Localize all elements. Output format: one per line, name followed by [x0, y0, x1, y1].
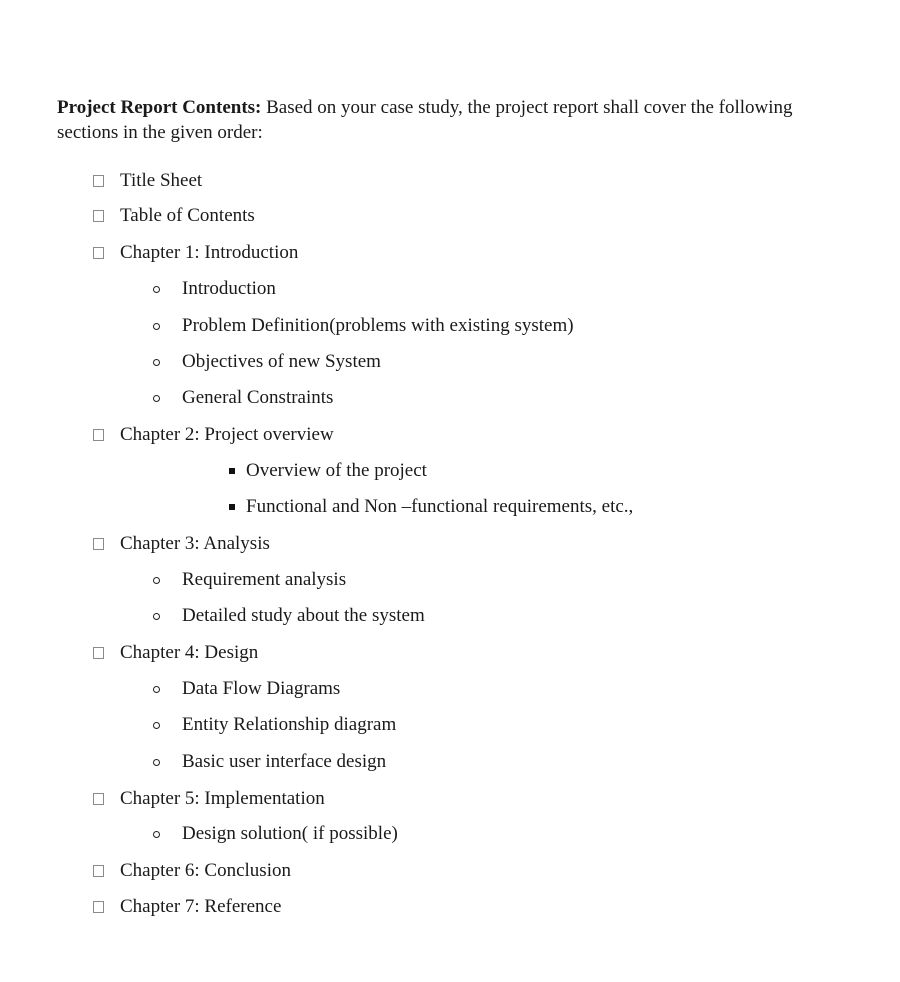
circle-bullet-icon: [153, 395, 160, 402]
circle-bullet-icon: [153, 577, 160, 584]
list-item-label: Chapter 6: Conclusion: [120, 860, 291, 881]
list-item: [0, 423, 900, 447]
checkbox-bullet-icon: [93, 865, 104, 877]
circle-bullet-icon: [153, 759, 160, 766]
list-item-label: Chapter 4: Design: [120, 642, 259, 663]
list-item-label: Table of Contents: [120, 205, 255, 226]
list-item-label: Chapter 7: Reference: [120, 896, 282, 917]
list-item-label: Requirement analysis: [182, 569, 347, 590]
circle-bullet-icon: [153, 686, 160, 693]
list-item-label: Data Flow Diagrams: [182, 678, 341, 699]
circle-bullet-icon: [153, 286, 160, 293]
list-item-label: General Constraints: [182, 387, 334, 408]
checkbox-bullet-icon: [93, 538, 104, 550]
list-item: [0, 750, 900, 774]
square-bullet-icon: [229, 468, 235, 474]
intro-lead: Project Report Contents:: [57, 97, 262, 118]
list-item: [0, 314, 900, 338]
list-item-label: Introduction: [182, 278, 276, 299]
list-item: [0, 241, 900, 265]
circle-bullet-icon: [153, 722, 160, 729]
list-item: [0, 677, 900, 701]
list-item: [0, 169, 900, 193]
checkbox-bullet-icon: [93, 247, 104, 259]
list-item: [0, 204, 900, 228]
list-item-label: Entity Relationship diagram: [182, 714, 397, 735]
circle-bullet-icon: [153, 831, 160, 838]
checkbox-bullet-icon: [93, 901, 104, 913]
list-item-label: Chapter 3: Analysis: [120, 533, 270, 554]
list-item: [0, 459, 900, 483]
intro-paragraph: [57, 95, 837, 145]
list-item: [0, 277, 900, 301]
checkbox-bullet-icon: [93, 647, 104, 659]
list-item-label: Functional and Non –functional requirements, etc.,: [246, 496, 634, 517]
intro-text: Based on your case study, the project report shall cover the following sections in the given order:: [57, 97, 793, 143]
list-item: [0, 713, 900, 737]
list-item: [0, 495, 900, 519]
circle-bullet-icon: [153, 323, 160, 330]
circle-bullet-icon: [153, 613, 160, 620]
checkbox-bullet-icon: [93, 429, 104, 441]
list-item: [0, 532, 900, 556]
list-item-label: Objectives of new System: [182, 351, 381, 372]
list-item-label: Title Sheet: [120, 170, 203, 191]
checkbox-bullet-icon: [93, 175, 104, 187]
list-item-label: Chapter 1: Introduction: [120, 242, 299, 263]
list-item: [0, 604, 900, 628]
list-item: [0, 859, 900, 883]
list-item: [0, 787, 900, 811]
list-item: [0, 895, 900, 919]
circle-bullet-icon: [153, 359, 160, 366]
list-item: [0, 350, 900, 374]
checkbox-bullet-icon: [93, 210, 104, 222]
list-item: [0, 641, 900, 665]
list-item: [0, 822, 900, 846]
list-item-label: Basic user interface design: [182, 751, 387, 772]
list-item-label: Chapter 5: Implementation: [120, 788, 325, 809]
checkbox-bullet-icon: [93, 793, 104, 805]
list-item-label: Problem Definition(problems with existing system): [182, 315, 574, 336]
list-item: [0, 568, 900, 592]
list-item: [0, 386, 900, 410]
list-item-label: Overview of the project: [246, 460, 427, 481]
list-item-label: Design solution( if possible): [182, 823, 398, 844]
list-item-label: Detailed study about the system: [182, 605, 425, 626]
list-item-label: Chapter 2: Project overview: [120, 424, 334, 445]
square-bullet-icon: [229, 504, 235, 510]
